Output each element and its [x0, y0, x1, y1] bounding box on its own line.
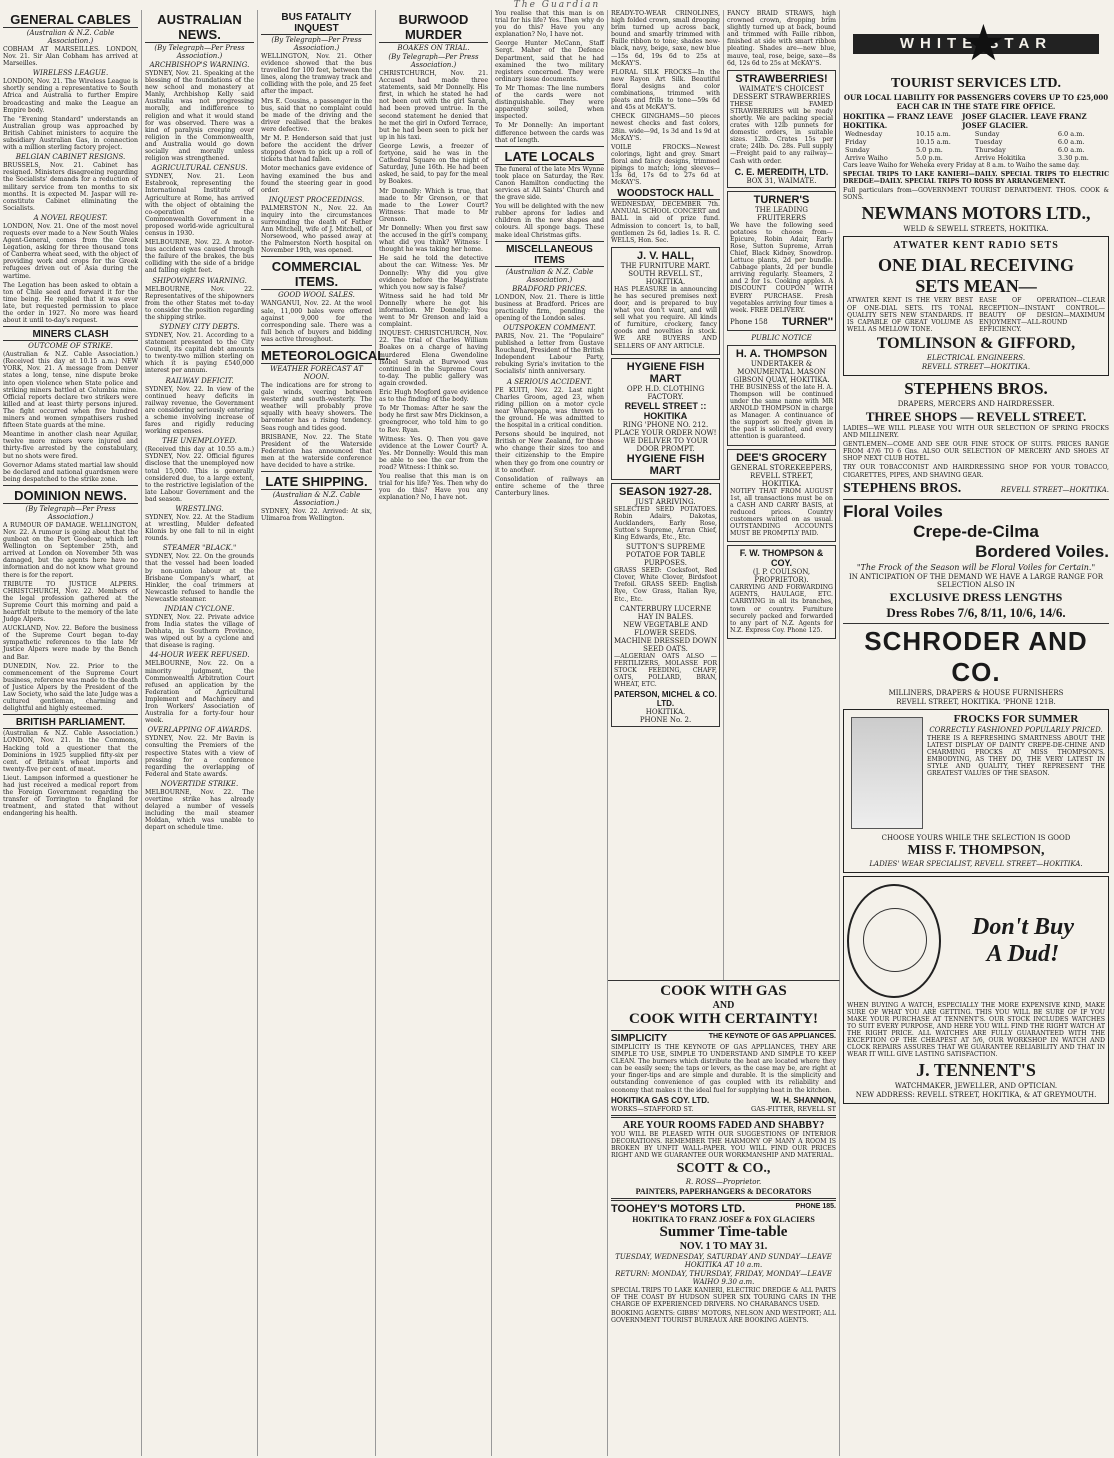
article-text: BRUSSELS, Nov. 21. Cabinet has resigned. Ministers disagreeing regarding the Socialists' demands for a reduction of military service from ten months to six months. It is expected M. Jaspar will re-constitute Cabinet eliminating the Socialists. [3, 162, 138, 212]
stephens-text-3: TRY OUR TOBACCONIST AND HAIRDRESSING SHOP FOR YOUR TOBACCO, CIGARETTES, PIPES, AND SHAVING GEAR. [843, 464, 1109, 479]
turner-footer [730, 316, 833, 328]
scott-name: SCOTT & CO., [676, 1161, 771, 1177]
tennent-sub: WATCHMAKER, JEWELLER, AND OPTICIAN. [894, 1082, 1058, 1091]
white-star-route [843, 112, 1109, 130]
divider [261, 256, 372, 257]
byline: (Australian & N.Z. Cable Association.) [505, 267, 594, 284]
article-text: MELBOURNE, Nov. 22. Representatives of the shipowners from the other States met to-day to consider the position regarding the shipping strike. [145, 285, 254, 321]
fish-mart-address: REVELL STREET :: HOKITIKA [624, 400, 707, 421]
article-text: A RUMOUR OF DAMAGE. WELLINGTON, Nov. 22. A rumour is going about that the gunboat on the Port Goodear, which left Wellington on September 25th, and arrived at London on November 5th was damaged, but the agents here have no information and do not know what ground there is for the report. [3, 521, 138, 579]
white-star-timetable [843, 130, 1109, 162]
ad-text: VOILE FROCKS—Newest colorings, light and grey. Smart floral and fancy designs, trimmed pipings to match; long sleeves—13s 6d, 17s 6d to 27s 6d at McKAY'S. [611, 143, 720, 187]
fashion-figure-illustration [851, 717, 923, 829]
article-text: Mr M. P. Henderson said that just before the accident the driver stopped down to pick up a roll of tickets that had fallen. [261, 135, 372, 164]
ad-text: CHECK GINGHAMS—50 pieces newest checks and fast colors, 28in. wide—9d, 1s 3d and 1s 9d at McKAY'S. [611, 113, 720, 142]
article-text: SYDNEY, Nov. 22. In view of the continued heavy deficits in railway revenue, the Government are considering seriously entering a scheme involving increase of fares and rigidly reducing working expenses. [145, 385, 254, 436]
fish-mart-deliver: WE DELIVER TO YOUR DOOR PROMPT. [623, 436, 708, 453]
fwt-text: CARRYING AND FORWARDING AGENTS, HAULAGE, ETC. CARRYING in all its branches, town or country. Furniture securely packed and forwarded to any part of N.Z. Agents for N.Z. Express Coy. Phone 125. [730, 584, 833, 634]
turner-heading: TURNER'S [753, 193, 810, 206]
subhead: BRADFORD PRICES. [512, 284, 587, 293]
timetable-row [843, 138, 1109, 146]
thompson-ad [727, 345, 836, 446]
fwt-name: F. W. THOMPSON & COY. [739, 548, 824, 569]
timetable-cell: 6.0 a.m. [1057, 146, 1085, 154]
article-text: Mr Donnelly: When you first saw the accused in the girl's company, what did you think? Witness: I thought he was taking her home. [379, 224, 488, 254]
paterson-phone: PHONE No. 2. [639, 716, 692, 725]
article-text: DUNEDIN, Nov. 22. Prior to the commencement of the Supreme Court business, reference was made to the death of Justice Alpers by the President of the Law Society, who said the late Judge was a cultured gentleman, charming and delightful and highly esteemed. [3, 662, 138, 713]
article-text: AUCKLAND, Nov. 22. Before the business of the Supreme Court began to-day sympathetic references to the late Mr Justice Alpers were made by the Bench and Bar. [3, 625, 138, 661]
hall-sub: THE FURNITURE MART. [620, 261, 711, 270]
byline: (By Telegraph—Per Press Association.) [154, 44, 245, 60]
timetable-cell: 5.0 p.m. [915, 154, 943, 162]
frocks-address: LADIES' WEAR SPECIALIST, REVELL STREET—HOKITIKA. [869, 859, 1083, 868]
season-ad [611, 483, 720, 727]
divider [495, 146, 604, 147]
stephens-name-2: STEPHENS BROS. [843, 480, 962, 496]
article-text: TRIBUTE TO JUSTICE ALPERS. CHRISTCHURCH, Nov. 22. Members of the legal profession gathered at the Supreme Court this morning and paid a heartfelt tribute to the memory of the late Judge Alpers. [3, 580, 138, 624]
strawberry-text: THESE FAMED STRAWBERRIES will be ready shortly. We are packing special crates with 12lb punnets for domestic orders, in suitable sizes. 12lb. Crates 15s per crate; 24lb. Do. 28s. Full supply—Freight paid to any railway—Cash with order. [730, 100, 833, 165]
faded-text: YOU WILL BE PLEASED WITH OUR SUGGESTIONS OF INTERIOR DECORATIONS. REMEMBER THE HARMONY OF MANY A ROOM IS BROKEN BY UNFIT WALL-PAPER. YOU WILL FIND OUR PRICES RIGHT AND WE GUARANTEE OUR WORKMANSHIP AND MATERIAL. [611, 1130, 836, 1159]
ad-text: READY-TO-WEAR CRINOLINES, high folded crown, small drooping brim turned up across back, bound and smartly trimmed with Faille ribbon to tone; shades new-black, navy, beige, saxe, new blue—15s 6d, 19s 6d to 25s at McKAY'S. [611, 10, 720, 67]
gas-ad-block [608, 980, 840, 1456]
tomlinson-name: TOMLINSON & GIFFORD, [876, 334, 1076, 352]
turner-ad [727, 191, 836, 331]
simplicity-heading: SIMPLICITY [611, 1033, 668, 1044]
timetable-cell: 10.15 a.m. [915, 130, 951, 138]
subhead: NOVERTIDE STRIKE. [160, 779, 239, 788]
frocks-choose: CHOOSE YOURS WHILE THE SELECTION IS GOOD [881, 833, 1071, 842]
article-text: Eric Hugh Mogford gave evidence as to the finding of the body. [379, 389, 488, 404]
column-7 [724, 10, 840, 980]
subhead: BOAKES ON TRIAL. [397, 44, 470, 52]
white-star-banner [843, 12, 1109, 74]
star-icon: ★ [961, 14, 1006, 72]
timetable-cell: Sunday [974, 130, 1000, 138]
paterson-place: HOKITIKA. [645, 708, 686, 717]
subhead: OUTSPOKEN COMMENT. [503, 324, 596, 332]
article-text: MELBOURNE, Nov. 22. The overtime strike has already delayed a number of vessels including the mail steamer Moldan, which was unable to depart on schedule time. [145, 788, 254, 832]
hall-address: SOUTH REVELL ST., HOKITIKA. [628, 269, 703, 286]
article-text: Mrs E. Cousins, a passenger in the bus, said that no complaint could be made of the driving and the driver realised that the brakes were defective. [261, 97, 372, 133]
atwater-left: ATWATER KENT IS THE VERY BEST OF ONE-DIAL SETS. ITS TONAL QUALITY SETS NEW STANDARDS. IT IS CAPABLE OF GREAT VOLUME AS WELL AS MELLOW TONE. [847, 297, 973, 333]
thompson-name: H. A. THOMPSON [735, 347, 828, 360]
timetable-cell: Wednesday [845, 130, 883, 138]
timetable-row [843, 130, 1109, 138]
tennent-address: NEW ADDRESS: REVELL STREET, HOKITIKA, & AT GREYMOUTH. [855, 1091, 1097, 1100]
article-text: Governor Adams stated martial law should be declared and national guardsmen were being despatched to the strike zone. [3, 461, 138, 483]
article-text: PALMERSTON N., Nov. 22. An inquiry into the circumstances surrounding the death of Father Ann Mitchell, wife of J. Mitchell, of Norsewood, who passed away at the Palmerston North hospital on November 19th, was opened. [261, 204, 372, 255]
article-text: To Mr Thomas: After he saw the body he first saw Mrs Dickinson, a greengrocer, who told him to go to Rev. Ryan. [379, 405, 488, 434]
timetable-cell: Thursday [974, 146, 1006, 154]
timetable-cell: 10.15 a.m. [915, 138, 951, 146]
article-text: The indications are for strong to gale winds, veering between westerly and south-westerly. The weather will probably prove squally with heavy showers. The barometer has a rising tendency. Seas rough and tides good. [261, 382, 372, 432]
article-text: CHRISTCHURCH, Nov. 21. Accused had made three statements, said Mr Donnelly. His first, in which he stated he had not been out with the girl Sarah, had been proved untrue. In the second statement he denied that he met the girl in Oxford Terrace, but he had been seen to pick her up in his taxi. [379, 70, 488, 141]
stephens-name: STEPHENS BROS. [904, 378, 1048, 398]
timetable-cell: Tuesday [974, 138, 1003, 146]
headline-meteorological: METEOROLOGICAL. [261, 348, 389, 363]
scott-sub: R. ROSS—Proprietor. [685, 1178, 762, 1187]
lucerne-line: CANTERBURY LUCERNE HAY IN BALES. [619, 604, 712, 621]
toohey-phone: PHONE 185. [795, 1203, 836, 1211]
divider [3, 714, 138, 715]
article-text: Mr Donnelly: Which is true, that made to Mr Grenson, or that made to the Lower Court? Witness: That made to Mr Grenson. [379, 187, 488, 223]
timetable-cell: 6.0 a.m. [1057, 138, 1085, 146]
schroder-name: SCHRODER AND CO. [864, 625, 1088, 687]
thompson-text: THE BUSINESS of the late H. A. Thompson will be continued under the same name with MR ARNOLD THOMPSON in charge as Manager. A continuance of the support so freely given in the past is solicited, and every attention is guaranteed. [730, 383, 833, 441]
article-text: You realise that this man is on trial for his life? Yes. Then why do you do this? Have you any explanation? No, I have not. [379, 473, 488, 502]
tomlinson-sub: ELECTRICAL ENGINEERS. [926, 353, 1026, 362]
stephens-three-shops: THREE SHOPS — REVELL STREET. [865, 408, 1087, 424]
dud-headline [941, 914, 1105, 968]
article-text: You will be delighted with the new rubber aprons for ladies and children in the new shapes and colours. All sponge bags. These make ideal Christmas gifts. [495, 203, 604, 239]
simplicity-line [611, 1033, 836, 1044]
timetable-cell: Arrive Waiho [845, 154, 888, 162]
timetable-cell: 6.0 a.m. [1057, 130, 1085, 138]
toohey-special: SPECIAL TRIPS TO LAKE KANIERI, ELECTRIC DREDGE & ALL PARTS OF THE COAST BY HUDSON SUPER SIX TOURING CARS IN THE CHARGE OF EXPERIENCED DRIVERS. NO CHARABANCS USED. [611, 1287, 836, 1309]
column-1 [0, 10, 142, 1456]
subhead: WRESTLING. [175, 504, 224, 513]
tennent-name: J. TENNENT'S [916, 1060, 1036, 1081]
divider [261, 345, 372, 346]
atwater-ad [843, 236, 1109, 375]
toohey-days: TUESDAY, WEDNESDAY, SATURDAY AND SUNDAY—LEAVE HOKITIKA AT 10 a.m. [615, 1253, 832, 1270]
fish-mart-name-2: HYGIENE FISH MART [626, 452, 705, 477]
voiles-exclusive: EXCLUSIVE DRESS LENGTHS [889, 589, 1063, 604]
veg-line: NEW VEGETABLE AND FLOWER SEEDS. [623, 620, 708, 637]
subhead: ARCHBISHOP'S WARNING. [149, 61, 250, 69]
timetable-cell: Arrive Hokitika [974, 154, 1026, 162]
timetable-cell: Friday [845, 138, 867, 146]
headline-miscellaneous-items: MISCELLANEOUS ITEMS [495, 244, 604, 267]
byline: (By Telegraph—Per Press Association.) [271, 36, 362, 52]
public-notice: PUBLIC NOTICE [751, 333, 812, 342]
column-4 [376, 10, 492, 1456]
byline: (Australian & N.Z. Cable Association.) [272, 491, 361, 508]
dee-text: NOTIFY THAT FROM AUGUST 1st, all transactions must be on a CASH AND CARRY BASIS, at reduced prices. Country customers waited on as usual. OUTSTANDING ACCOUNTS MUST BE PROMPTLY PAID. [730, 487, 833, 538]
article-text: He said he told the detective about the car. Witness: Yes. Mr Donnelly: Why did you give evidence before the Magistrate which you now say is false? [379, 255, 488, 291]
voiles-line-1: Floral Voiles [843, 501, 943, 521]
headline-bus-fatality: BUS FATALITY INQUEST [261, 12, 372, 35]
cook-and: AND [712, 1000, 735, 1011]
turner-sub: THE LEADING FRUITERERS [754, 205, 809, 222]
subhead: AGRICULTURAL CENSUS. [151, 164, 248, 173]
cook-with-certainty: COOK WITH CERTAINTY! [629, 1011, 818, 1027]
article-text: SYDNEY, Nov. 22. Arrived: At six, Ulimaroa from Wellington. [261, 508, 372, 523]
subhead: THE UNEMPLOYED. [162, 437, 237, 446]
column-5 [492, 10, 608, 1456]
white-star-note: Cars leave Waiho for Weheka every Friday at 8 a.m. to Waiho the same day. [843, 162, 1080, 169]
atwater-right: EASE OF OPERATION—CLEAR RECEPTION—INSTANT CONTROL—BEAUTY OF DESIGN—MAXIMUM ENJOYMENT—ALL-ROUND EFFICIENCY. [979, 297, 1105, 333]
grass-text: GRASS SEED: Cocksfoot, Red Clover, White Clover, Birdsfoot Trefoil. GRASS SEED: English Rye, Cow Grass, Italian Rye, Etc., Etc. [614, 567, 717, 603]
headline-late-shipping: LATE SHIPPING. [261, 474, 372, 490]
timetable-cell: 5.0 p.m. [915, 146, 943, 154]
stephens-text-1: LADIES—WE WILL PLEASE YOU WITH OUR SELECTION OF SPRING FROCKS AND MILLINERY. [843, 424, 1109, 440]
strawberry-sub: WAIMATE'S CHOICEST DESSERT STRAWBERRIES [732, 84, 831, 101]
article-text: SYDNEY, Nov. 21. Leon Estabrook, representing the International Institute of Agriculture at Rome, has arrived with the object of obtaining the co-operation of the Commonwealth Government in a proposed world-wide agricultural census in 1930. [145, 173, 254, 237]
pocket-watch-icon [847, 884, 941, 998]
article-text: Witness said he had told Mr Donnelly where he got his information. Mr Donnelly: You went to Mr Grenson and laid a complaint. [379, 292, 488, 329]
article-text: George Lewis, a freezer of fortyone, said he was in the Cathedral Square on the night of Saturday, June 16th. He had been asked, he said, to pay for the meal by Boakes. [379, 142, 488, 186]
fish-mart-phone: RING 'PHONE NO. 212. PLACE YOUR ORDER NOW! [614, 420, 717, 437]
article-text: PARIS, Nov. 21. The "Populaire" published a letter from Gustave Rouchaud, President of the British Independent Labour Party, rebuking Syria's invitation to the Socialists' ninth anniversary. [495, 333, 604, 376]
stephens-address-2: REVELL STREET—HOKITIKA. [1000, 485, 1109, 494]
headline-british-parliament: BRITISH PARLIAMENT. [3, 717, 138, 729]
article-text: COBHAM AT MARSEILLES. LONDON, Nov. 21. Sir Alan Cobham has arrived at Marseilles. [3, 46, 138, 68]
article-text: PE KUITI, Nov. 22. Last night Charles Groom, aged 23, when riding pillion on a motor cycle near Wharepapa, was thrown to the ground. He was admitted to the hospital in a critical condition. [495, 386, 604, 430]
atwater-big-2: SETS MEAN— [915, 276, 1037, 297]
divider [611, 1198, 836, 1201]
divider [495, 241, 604, 242]
article-text: MELBOURNE, Nov. 22. A motor-bus accident was caused through the failure of the brakes, the bus colliding with the side of a bridge and falling eight feet. [145, 239, 254, 275]
article-text: To Mr Thomas: The line numbers of the cards were not distinguishable. They were apparently soiled, when inspected. [495, 84, 604, 121]
simplicity-tag: THE KEYNOTE OF GAS APPLIANCES. [708, 1033, 836, 1040]
gas-company-name: HOKITIKA GAS COY. LTD. [611, 1095, 710, 1105]
turner-text: We have the following seed potatoes to choose from—Epicure, Robin Adair, Early Rose, Sutton Supreme, Arran Chief, Black Kidney, Snowdrop. Lettuce plants, 2d per bundle. Cabbage plants, 2d per bundle arriving regularly. Steamers, 2 and 2 for 1s. Cooking apples. A DISCOUNT COUPON WITH EVERY PURCHASE. Fresh vegetables arriving four times a week. FREE DELIVERY. [730, 221, 833, 314]
simplicity-text: SIMPLICITY IS THE KEYNOTE OF GAS APPLIANCES, THEY ARE SIMPLE TO USE, SIMPLE TO UNDERSTAND AND SIMPLE TO KEEP CLEAN. The burners which distribute the heat are located where they can be easily seen; the taps or levers, as the case may be, are right at your finger-tips and are simple and durable. It is the simplicity and outstanding convenience of gas coupled with its reliability and economy that makes it the ideal fuel for supplying heat in the kitchen. [611, 1044, 836, 1094]
masthead: The Guardian [513, 0, 601, 10]
article-text: INQUEST: CHRISTCHURCH, Nov. 22. The trial of Charles William Boakes on a charge of having murdered Elena Gwendoline Isobel Sarah at Burwood was continued in the Supreme Court to-day. The public gallery was again crowded. [379, 330, 488, 387]
route-right: JOSEF GLACIER. LEAVE FRANZ JOSEF GLACIER. [962, 112, 1087, 130]
white-star-name: TOURIST SERVICES LTD. [890, 76, 1062, 91]
scott-trade: PAINTERS, PAPERHANGERS & DECORATORS [635, 1187, 812, 1197]
headline-australian-news: AUSTRALIAN NEWS. [145, 12, 254, 43]
toohey-return: RETURN: MONDAY, THURSDAY, FRIDAY, MONDAY—LEAVE WAIHO 9.30 a.m. [615, 1270, 832, 1287]
white-star-special: SPECIAL TRIPS TO LAKE KANIERI—DAILY. SPECIAL TRIPS TO ELECTRIC DREDGE—DAILY. SPECIAL TRIPS TO ROSS BY ARRANGEMENT. [843, 171, 1109, 186]
toohey-line [611, 1203, 836, 1215]
voiles-price: Dress Robes 7/6, 8/11, 10/6, 14/6. [886, 604, 1066, 620]
voiles-text: IN ANTICIPATION OF THE DEMAND WE HAVE A LARGE RANGE FOR SELECTION ALSO IN [848, 572, 1104, 589]
thompson-sub: UNDERTAKER & MONUMENTAL MASON [737, 359, 826, 376]
article-text: LONDON, Nov. 21. One of the most novel requests ever made to a New South Wales Agent-General, comes from the Greek Legation, asking for three thousand tons of Canberra wheat seed, with the object of providing work and crops for the Greek refugees driven out of Asia during the wartime. [3, 222, 138, 280]
voiles-quote: "The Frock of the Season will be Floral Voiles for Certain." [856, 562, 1096, 572]
toohey-booking: BOOKING AGENTS: GIBBS' MOTORS, NELSON AND WESTPORT; ALL GOVERNMENT TOURIST BUREAUX ARE BOOKING AGENTS. [611, 1310, 836, 1325]
frocks-sub: CORRECTLY FASHIONED POPULARLY PRICED. [929, 725, 1103, 734]
subhead: A NOVEL REQUEST. [33, 213, 108, 222]
watch-face-icon [863, 908, 927, 972]
meredith-name: C. E. MEREDITH, LTD. [734, 166, 829, 177]
stephens-footer [843, 481, 1109, 497]
season-text: SELECTED SEED POTATOES. Robin Adairs, Dakotas, Aucklanders, Early Rose, Sutton's Supreme, Arran Chief, King Edwards, Etc., Etc. [614, 505, 717, 542]
subhead: INDIAN CYCLONE. [164, 605, 235, 613]
thompson-address: GIBSON QUAY, HOKITIKA. [733, 375, 830, 384]
timetable-cell: Sunday [845, 146, 870, 154]
column-8 [840, 10, 1112, 1456]
divider [611, 1030, 836, 1031]
faded-heading: ARE YOUR ROOMS FADED AND SHABBY? [622, 1119, 825, 1131]
headline-late-locals: LATE LOCALS [495, 149, 604, 165]
divider [843, 623, 1109, 624]
atwater-body [847, 297, 1105, 334]
article-text: SYDNEY, Nov. 22. At the Stadium at wrestling, Mulder defeated Kilonis by one fall to nil in eight rounds. [145, 513, 254, 543]
sutton-line: SUTTON'S SUPREME POTATOE FOR TABLE PURPOSES. [625, 543, 706, 568]
season-heading: SEASON 1927-28. [619, 485, 712, 498]
strawberry-heading: STRAWBERRIES! [735, 72, 828, 85]
subhead: A SERIOUS ACCIDENT. [506, 377, 593, 386]
frocks-text: THERE IS A REFRESHING SMARTNESS ABOUT THE LATEST DISPLAY OF DAINTY CREPE-DE-CHINE AND CHARMING FROCKS AT MISS THOMPSON'S. EMBODYING, AS THEY DO, THE VERY LATEST IN STYLE AND QUALITY, THEY REPRESENT THE GREATEST VALUES OF THE SEASON. [927, 734, 1105, 778]
white-star-brand: WHITE STAR [853, 34, 1099, 54]
column-2 [142, 10, 258, 1456]
schroder-address: REVELL STREET, HOKITIKA. 'PHONE 121B. [896, 697, 1056, 706]
subhead: GOOD WOOL SALES. [278, 291, 355, 300]
divider [843, 499, 1109, 500]
hall-text: HAS PLEASURE in announcing he has secured premises next door, and is prepared to buy what you don't want, and will sell what you require. All kinds of furniture, crockery, fancy goods and novelties in stock. WE ARE BUYERS AND SELLERS OF ANY ARTICLE. [614, 285, 717, 350]
article-text: MELBOURNE, Nov. 22. On a minority judgment, the Commonwealth Arbitration Court refused an application by the Federation of Agricultural Implement and Machinery and Iron Workers' Association of Australia for a forty-four hour week. [145, 660, 254, 725]
article-text: (Australian & N.Z. Cable Association.) LONDON, Nov. 21. In the Commons, Hacking told a questioner that the Dominions in 1925 supplied fifty-six per cent. of Britain's wheat imports and twenty-five per cent. of meat. [3, 730, 138, 773]
article-text: You realise that this man is on trial for his life? Yes. Then why do you do this? Have you any explanation? No, I have not. [495, 10, 604, 39]
fish-mart-name: HYGIENE FISH MART [626, 360, 705, 385]
machine-line: MACHINE DRESSED DOWN SEED OATS. [614, 636, 717, 653]
article-text: (Australian & N.Z. Cable Association.) (Received this day at 10.15 a.m.) NEW YORK, Nov. 21. A message from Denver states a long, tense, nine dispute broke into open violence when State police and striking miners battled at Columbia mine. Official reports declare two strikers were killed and at least thirty persons injured. The fight occurred when five hundred miners and women sympathisers rushed fifteen State guards at the mine. [3, 351, 138, 430]
column-3 [258, 10, 389, 1456]
article-text: To Mr Donnelly: An important difference between the cards was that of length. [495, 122, 604, 144]
article-text: LONDON, Nov. 21. The Wireless League is shortly sending a representative to South Africa and Australia to further Empire broadcasting and make the League an Empire body. [3, 78, 138, 114]
subhead: WIRELESS LEAGUE. [32, 69, 109, 78]
stephens-sub: DRAPERS, MERCERS AND HAIRDRESSER. [897, 399, 1055, 408]
ad-text: WEDNESDAY, DECEMBER 7th. ANNUAL SCHOOL CONCERT and BALL in aid of prize fund. Admission to concert 1s, to ball, gentlemen 2s 6d, ladies 1s. R. C. WELLS, Hon. Sec. [611, 201, 720, 244]
dee-ad [727, 449, 836, 543]
subhead: SHIPOWNERS WARNING. [152, 276, 247, 285]
tomlinson-address: REVELL STREET—HOKITIKA. [921, 362, 1031, 371]
gas-company-sub: WORKS—STAFFORD ST. [611, 1104, 694, 1113]
tennent-ad [843, 876, 1109, 1105]
article-text: Motor mechanics gave evidence of having examined the bus and found the steering gear in good order. [261, 165, 372, 194]
byline: (Australian & N.Z. Cable Association.) [26, 29, 115, 45]
article-text: SYDNEY, Nov. 22. Mr Bavin is consulting the Premiers of the respective States with a view of pressing for a conference regarding the overlapping of Federal and State awards. [145, 735, 254, 778]
subhead: INQUEST PROCEEDINGS. [268, 195, 365, 204]
newmans-name: NEWMANS MOTORS LTD., [861, 203, 1091, 224]
headline-miners-clash: MINERS CLASH [3, 329, 138, 341]
woodstock-hall-heading: WOODSTOCK HALL [611, 188, 720, 200]
ad-text: FANCY BRAID STRAWS, high crowned crown, dropping brim slightly turned up at back, bound and trimmed with Faille ribbon, finished at side with smart ribbon pleating. Shades are—new blue, mauve, teal, rose, beige, saxe—8s 6d, 12s 6d to 25s at McKAY'S. [727, 10, 836, 67]
hall-name: J. V. HALL, [636, 249, 695, 262]
article-text: Witness: Yes. Q. Then you gave evidence at the Lower Court? A. Yes. Mr Donnelly: Would this man be able to see the car from the road? Witness: I think so. [379, 435, 488, 471]
article-text: The funeral of the late Mrs Wynne took place on Saturday, the Rev. Canon Hamilton conducting the services at All Saints' Church and the grave side. [495, 165, 604, 202]
atwater-heading: ATWATER KENT RADIO SETS [893, 240, 1059, 252]
meredith-sub: BOX 31, WAIMATE. [746, 176, 817, 185]
article-text: The Legation has been asked to obtain a ton of Chile seed and forward it for the time being. He replied that it was ever late, but requested permission to place the order in 1927. No more was heard about it until to-day's request. [3, 281, 138, 325]
frocks-ad [843, 709, 1109, 873]
ad-text: FLORAL SILK FROCKS—In the new Rayon Art Silk. Beautiful floral designs and color combinations, trimmed with pleats and frills to tone—59s 6d and 45s at McKAY'S. [611, 68, 720, 112]
headline-commercial-items: COMMERCIAL ITEMS. [261, 259, 372, 290]
subhead: STEAMER "BLACK." [162, 544, 237, 553]
stephens-text-2: GENTLEMEN—COME AND SEE OUR FINE STOCK OF SUITS. PRICES RANGE FROM 47/6 TO 6 Gns. ALSO OUR SELECTION OF MERCERY AND SHOES AT SHOP NEXT CLUB HOTEL. [843, 441, 1109, 463]
headline-burwood-murder: BURWOOD MURDER [379, 12, 488, 43]
voiles-line-2: Crepe-de-Cilma [913, 521, 1039, 541]
timetable-row [843, 146, 1109, 154]
article-text: WELLINGTON, Nov. 21. Other evidence showed that the bus travelled for 100 feet, between the lines, along the tramway track and colliding with the pole, and 25 feet after the impact. [261, 53, 372, 96]
subhead: RAILWAY DEFICIT. [165, 376, 234, 385]
fert-text: —ALGERIAN OATS ALSO — FERTILIZERS, MOLASSE FOR STOCK FEEDING, CHAFF, OATS, POLLARD, BRAN, WHEAT, ETC. [614, 652, 717, 688]
schroder-sub: MILLINERS, DRAPERS & HOUSE FURNISHERS [888, 688, 1064, 697]
subhead: 44-HOUR WEEK REFUSED. [149, 651, 250, 660]
toohey-name: TOOHEY'S MOTORS LTD. [611, 1203, 746, 1216]
shannon-sub: GAS-FITTER, REVELL ST [751, 1104, 836, 1113]
headline-general-cables: GENERAL CABLES [3, 12, 138, 28]
dud-line-1: Don't Buy [971, 913, 1075, 940]
subhead: WEATHER FORECAST AT NOON. [270, 365, 363, 381]
dud-text: WHEN BUYING A WATCH, ESPECIALLY THE MORE EXPENSIVE KIND, MAKE SURE OF WHAT YOU ARE GETTING. THIS YOU WILL BE SURE OF IF YOU MAKE YOUR PURCHASE AT TENNENT'S. OUR STOCK INCLUDES WATCHES TO SUIT EVERY PURPOSE, AND HERE YOU WILL FIND THE RIGHT WATCH AT THE RIGHT PRICE. ALL WATCHES ARE FULLY GUARANTEED WITH THE EXCEPTION OF THE CHEAPEST AT 5/6, OUR WORKSHOP IN WATCH AND CLOCK REPAIRS ASSURES THAT WE GUARANTEE RELIABILITY AND THAT IN WEAR IT WILL GIVE LASTING SATISFACTION. [847, 1001, 1105, 1059]
article-text: LONDON, Nov. 21. There is little business at Bradford. Prices are practically firm, pending the opening of the London sales. [495, 293, 604, 322]
fwt-ad [727, 545, 836, 639]
article-text: The "Evening Standard" understands an Australian group was approached by British Cabinet ministers to acquire the subsidiary Australian Gas, in connection with a million sterling factory project. [3, 115, 138, 152]
article-text: George Hunter McCann, Staff Sergt. Maher of the Defence Department, said that he had examined the two military registers concerned. They were ordinary issue documents. [495, 40, 604, 83]
white-star-liability: OUR LOCAL LIABILITY FOR PASSENGERS COVERS UP TO £25,000 EACH CAR IN THE STATE FIRE OFFICE. [843, 93, 1109, 111]
headline-dominion-news: DOMINION NEWS. [3, 488, 138, 504]
timetable-cell: 3.30 p.m. [1057, 154, 1089, 162]
byline: (By Telegraph—Per Press Association.) [388, 53, 479, 69]
article-text: SYDNEY, Nov. 21. Speaking at the blessing of the foundations of the new school and monastery at Manly, Archbishop Kelly said Australia was not progressing morally, and indifference to religion and what it would stand for was observed. There was a kind of paralysis creeping over religion in the Commonwealth, and Australia would go down socially and morally unless religion was strengthened. [145, 70, 254, 163]
toohey-timetable: Summer Time-table [659, 1224, 788, 1241]
article-text: Meantime in another clash near Aguilar, twelve more miners were injured and thirty-five arrested by the constabulary, but no shots were fired. [3, 431, 138, 460]
season-sub: JUST ARRIVING. [635, 497, 696, 506]
divider [261, 471, 372, 472]
gas-company-sub-line [611, 1105, 836, 1113]
turner-close: TURNER'' [781, 315, 833, 328]
fish-mart-ad [611, 358, 720, 480]
toohey-dates: NOV. 1 TO MAY 31. [679, 1241, 768, 1253]
hall-ad [611, 247, 720, 355]
tennent-top [847, 880, 1105, 1002]
article-text: (Received this day at 10.55 a.m.) SYDNEY, Nov. 22. Official figures disclose that the unemployed now total 15,000. This is generally considered due, to a large extent, to the restrictive legislation of the late Labour Government and the bad season. [145, 446, 254, 503]
route-left: HOKITIKA — FRANZ LEAVE HOKITIKA. [843, 112, 953, 130]
atwater-big-1: ONE DIAL RECEIVING [877, 255, 1075, 276]
article-text: BRISBANE, Nov. 22. The State President of the Waterside Federation has announced that men at the waterside conference have decided to have a strike. [261, 433, 372, 470]
article-text: SYDNEY, Nov. 22. Private advice from India states the village of Debhata, in Southern Province, was wiped out by a cyclone and that disease is raging. [145, 614, 254, 650]
newmans-address: WELD & SEWELL STREETS, HOKITIKA. [903, 225, 1049, 234]
dee-name: DEE'S GROCERY [736, 451, 827, 464]
divider [611, 1115, 836, 1118]
dee-sub: GENERAL STOREKEEPERS, REVELL STREET, HOKITIKA. [730, 463, 833, 488]
fish-mart-sub: OPP. H.D. CLOTHING FACTORY. [626, 384, 705, 401]
voiles-line-3: Bordered Voiles. [975, 541, 1109, 561]
shannon-name: W. H. SHANNON, [771, 1095, 836, 1105]
turner-phone: Phone 158 [730, 317, 768, 326]
dud-line-2: A Dud! [986, 940, 1060, 967]
divider [3, 326, 138, 327]
article-text: WANGANUI, Nov. 22. At the wool sale, 11,000 bales were offered against 9,000 for the corresponding sale. There was a full bench of buyers and bidding was active throughout. [261, 300, 372, 343]
byline: (By Telegraph—Per Press Association.) [25, 504, 116, 521]
article-text: SYDNEY, Nov. 22. On the grounds that the vessel had been loaded by non-union labour at the Brisbane Company's wharf, at Hinkler, the coal trimmers at Newcastle refused to handle the Newcastle steamer. [145, 553, 254, 603]
divider [3, 485, 138, 486]
fwt-sub: (J. P. COULSON, PROPRIETOR). [752, 568, 811, 585]
gas-company-line [611, 1096, 836, 1105]
frocks-name: MISS F. THOMPSON, [907, 842, 1045, 858]
paterson-name: PATERSON, MICHEL & CO. LTD. [614, 690, 717, 709]
subhead: OUTCOME OF STRIKE. [28, 342, 113, 351]
article-text: SYDNEY, Nov. 21. According to a statement presented to the City Council, its capital debt amounts to twenty-two million sterling on which it is paying £540,000 interest per annum. [145, 332, 254, 375]
subhead: OVERLAPPING OF AWARDS. [147, 726, 252, 735]
article-text: Lieut. Lampson informed a questioner he had just received a medical report from the Foreign Government regarding the transfer of Torrington to England for treatment, and stated that without endangering his health. [3, 774, 138, 818]
toohey-sub: HOKITIKA TO FRANZ JOSEF & FOX GLACIERS [632, 1215, 815, 1225]
subhead: SYDNEY CITY DEBTS. [159, 323, 240, 331]
white-star-full: Full particulars from—GOVERNMENT TOURIST DEPARTMENT. THOS. COOK & SONS. [843, 187, 1109, 202]
timetable-row [843, 154, 1109, 162]
strawberry-ad [727, 70, 836, 188]
cook-with-gas: COOK WITH GAS [660, 983, 787, 999]
subhead: BELGIAN CABINET RESIGNS. [15, 153, 126, 162]
frocks-heading: FROCKS FOR SUMMER [953, 712, 1079, 725]
article-text: Persons should be inquired, not British or New Zealand, for those who change their sizes too and their citizenship to the Empire when they go from one country or it to another. [495, 431, 604, 474]
article-text: Consolidation of railways an entire scheme of the three Canterbury lines. [495, 475, 604, 497]
